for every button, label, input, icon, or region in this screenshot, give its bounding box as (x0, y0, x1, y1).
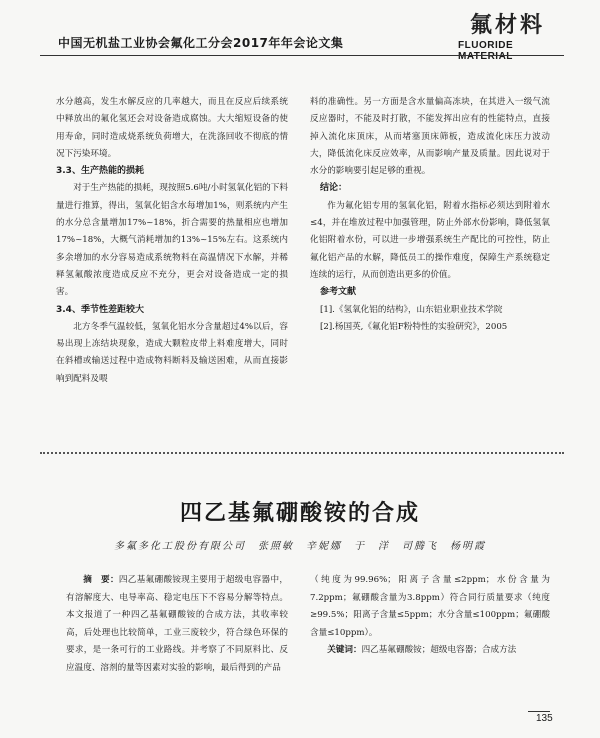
brand-cn: 氟材料 (470, 12, 546, 38)
abstract-right-column (310, 572, 550, 660)
brand-en: FLUORIDE MATERIAL (458, 40, 514, 62)
upper-left-column (56, 94, 288, 388)
upper-right-column (310, 94, 550, 336)
keywords-text: 四乙基氟硼酸铵；超级电容器；合成方法 (361, 645, 517, 655)
abstract-continued: （纯度为99.96%；阳离子含量≤2ppm；水份含量为7.2ppm；氟硼酸含量为3.8ppm）符合同行质量要求（纯度≥99.5%；阳离子含量≤5ppm；水分含量≤100ppm；氟硼酸含量≤10ppm）。 (310, 575, 550, 638)
paragraph: 作为氟化铝专用的氢氧化铝，附着水指标必须达到附着水≤4，并在堆放过程中加强管理，防止外部水份影响，降低氢氧化铝附着水份，可以进一步增强系统生产配比的可控性，防止氟化铝产品的水解，降低员工的操作难度，保障生产系统稳定连续的运行，从而创造出更多的价值。 (310, 200, 550, 280)
paragraph: 水分越高，发生水解反应的几率越大，而且在反应后续系统中释放出的氟化氢还会对设备造成腐蚀。大大缩短设备的使用寿命，同时造成烧系统负荷增大，在洗涤回收不彻底的情况下污染环境。 (56, 97, 288, 159)
paragraph: 料的准确性。另一方面是含水量偏高冻块，在其进入一级气流反应器时，不能及时打散，不能发挥出应有的性能特点，直接掉入流化床顶床，从而堵塞顶床筛板，造成流化床压力波动大，降低流化床反应效率，从而影响产量及质量。因此说对于水分的影响要引起足够的重视。 (310, 97, 550, 177)
page-number: 135 (536, 713, 553, 724)
paragraph: 对于生产热能的损耗，现按照5.6吨/小时氢氧化铝的下料量进行推算，得出，氢氧化铝含水每增加1%，则系统内产生的水分总含量增加17%~18%，折合需要的热量相应也增加17%~18%，大概气消耗增加约13%~15%左右。这系统内多余增加的水分容易造成系统物料在高温情况下水解，并稀释氢氟酸浓度造成反应不充分，更会对设备造成一定的损害。 (56, 183, 288, 298)
paragraph: 北方冬季气温较低，氢氧化铝水分含量超过4%以后，容易出现上冻结块现象，造成大颗粒皮带上料难度增大，同时在斜槽或输送过程中造成物料断料及输送困难，从而直接影响到配料及喂 (56, 321, 288, 384)
conclusion-heading: 结论： (320, 183, 348, 194)
abstract-left-column (66, 572, 288, 677)
article-title: 四乙基氟硼酸铵的合成 (179, 500, 420, 526)
section-heading: 3.3、生产热能的损耗 (56, 166, 144, 177)
section-heading: 3.4、季节性差距较大 (56, 304, 144, 315)
section-divider (40, 452, 564, 454)
reference-item: [2].杨国英,《氟化铝F粉特性的实验研究》，2005 (320, 321, 508, 332)
keywords-paragraph (310, 642, 550, 660)
abstract-text: 四乙基氟硼酸铵现主要用于超级电容器中，有溶解度大、电导率高、稳定电压下不容易分解等特点。本文报道了一种四乙基氟硼酸铵的合成方法，其收率较高，后处理也比较简单，工业三废较少，符合绿色环保的要求，是一条可行的工业路线。并考察了不同原料比、反应温度、溶剂的量等因素对实验的影响，最后得到的产品 (66, 575, 288, 673)
abstract-label: 摘 要： (83, 575, 119, 585)
reference-item: [1].《氢氧化铝的结构》，山东铝业职业技术学院 (320, 304, 503, 315)
journal-title: 中国无机盐工业协会氟化工分会2017年年会论文集 (58, 36, 344, 50)
references-heading: 参考文献 (320, 287, 357, 298)
brand-logo (458, 8, 568, 60)
keywords-label: 关键词： (327, 645, 362, 655)
page-number-rule (528, 711, 550, 712)
article-authors: 多氟多化工股份有限公司 张照敏 辛妮娜 于 洋 司腾飞 杨明霞 (114, 541, 486, 552)
header-rule (40, 55, 564, 56)
abstract-paragraph (66, 572, 288, 677)
